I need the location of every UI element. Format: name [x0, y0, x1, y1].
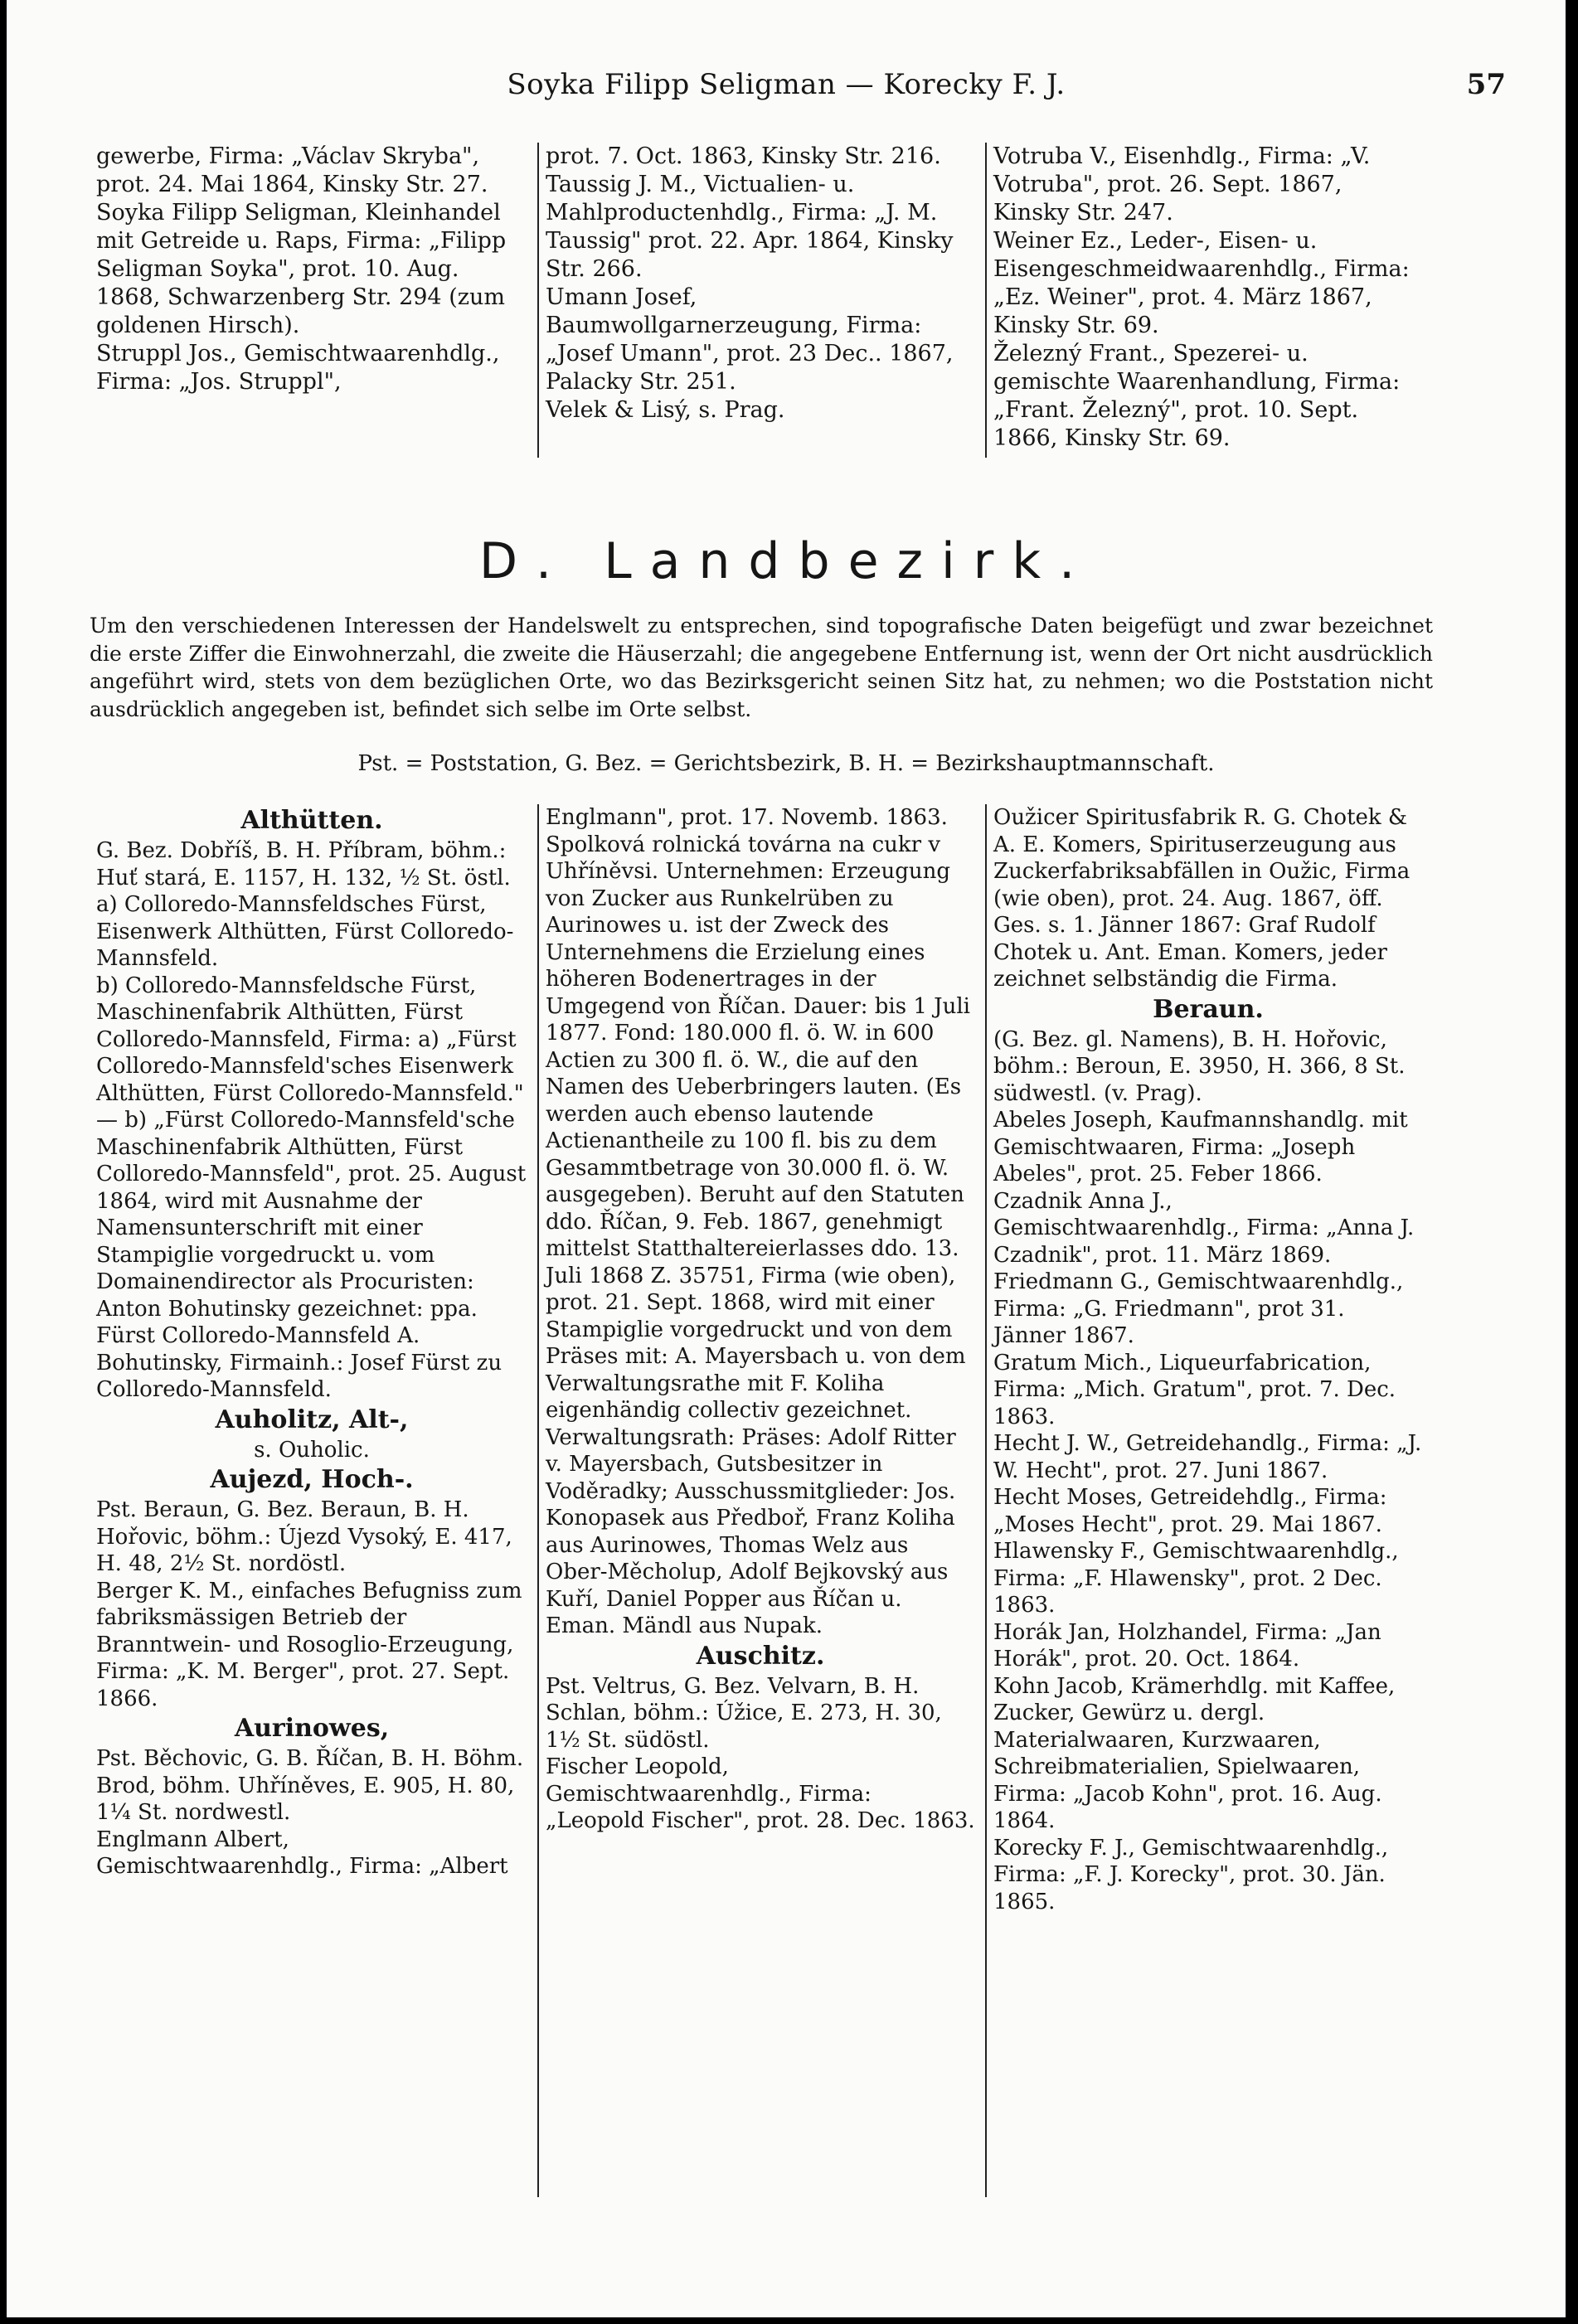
place-heading-auschitz: Auschitz. [696, 1641, 825, 1671]
entry-skryba: gewerbe, Firma: „Václav Skryba", prot. 24. Mai 1864, Kinsky Str. 27. [96, 143, 488, 197]
entry-englmann: Englmann Albert, Gemischtwaarenhdlg., Firma: „Albert [96, 1827, 508, 1879]
place-info-althuetten: G. Bez. Dobříš, B. H. Příbram, böhm.: Huť stará, E. 1157, H. 132, ½ St. östl. [96, 838, 511, 890]
section-intro: Um den verschiedenen Interessen der Handelswelt zu entsprechen, sind topografische Daten beigefügt und zwar bezeichnet die erste Ziffer die Einwohnerzahl, die zweite die Häuserzahl; die angegebene Entfernung ist, wenn der Ort nicht ausdrücklich angeführt wird, stets von dem bezüglichen Orte, wo das Bezirksgericht seinen Sitz hat, zu nehmen; wo die Poststation nicht ausdrücklich angegeben ist, befindet sich selbe im Orte selbst. [90, 614, 1433, 721]
entry-friedmann: Friedmann G., Gemischtwaarenhdlg., Firma: „G. Friedmann", prot 31. Jänner 1867. [993, 1269, 1404, 1348]
place-note-auholitz: s. Ouholic. [254, 1437, 370, 1463]
place-info-aurinowes: Pst. Běchovic, G. B. Říčan, B. H. Böhm. Brod, böhm. Uhříněves, E. 905, H. 80, 1¼ St. nordwestl. [96, 1746, 524, 1825]
entry-czadnik: Czadnik Anna J., Gemischtwaarenhdlg., Firma: „Anna J. Czadnik", prot. 11. März 1869. [993, 1188, 1415, 1268]
entry-taussig: Taussig J. M., Victualien- u. Mahlproductenhdlg., Firma: „J. M. Taussig" prot. 22. Apr. 1864, Kinsky Str. 266. [546, 172, 954, 282]
entry-votruba: Votruba V., Eisenhdlg., Firma: „V. Votruba", prot. 26. Sept. 1867, Kinsky Str. 247. [993, 143, 1371, 226]
place-info-aujezd: Pst. Beraun, G. Bez. Beraun, B. H. Hořovic, böhm.: Újezd Vysoký, E. 417, H. 48, 2½ St. nordöstl. [96, 1497, 512, 1576]
entry-kohn: Kohn Jacob, Krämerhdlg. mit Kaffee, Zucker, Gewürz u. dergl. Materialwaaren, Kurzwaaren, Schreibmaterialien, Spielwaaren, Firma: „Jacob Kohn", prot. 16. Aug. 1864. [993, 1673, 1396, 1833]
entry-umann: Umann Josef, Baumwollgarnerzeugung, Firma: „Josef Umann", prot. 23 Dec.. 1867, Palacky Str. 251. [546, 284, 954, 395]
place-heading-auholitz: Auholitz, Alt-, [215, 1405, 409, 1434]
entry-colloredo-b: b) Colloredo-Mannsfeldsche Fürst, Maschinenfabrik Althütten, Fürst Colloredo-Mannsfeld, Firma: a) „Fürst Colloredo-Mannsfeld'sches Eisenwerk Althütten, Fürst Colloredo-Mannsfeld." — b) „Fürst Colloredo-Mannsfeld'sche Maschinenfabrik Althütten, Fürst Colloredo-Mannsfeld", prot. 25. August 1864, wird mit Ausnahme der Namensunterschrift mit einer Stampiglie vorgedruckt u. vom Domainendirector als Procuristen: Anton Bohutinsky gezeichnet: ppa. Fürst Colloredo-Mannsfeld A. Bohutinsky, Firmainh.: Josef Fürst zu Colloredo-Mannsfeld. [96, 973, 527, 1402]
entry-englmann-cont: Englmann", prot. 17. Novemb. 1863. [546, 805, 948, 830]
entry-zelezny: Železný Frant., Spezerei- u. gemischte Waarenhandlung, Firma: „Frant. Železný", prot. 10. Sept. 1866, Kinsky Str. 69. [993, 341, 1401, 451]
entry-colloredo-a: a) Colloredo-Mannsfeldsches Fürst, Eisenwerk Althütten, Fürst Colloredo-Mannsfeld. [96, 892, 514, 971]
place-heading-beraun: Beraun. [1153, 994, 1264, 1024]
top-columns [90, 143, 1433, 458]
entry-fischer: Fischer Leopold, Gemischtwaarenhdlg., Firma: „Leopold Fischer", prot. 28. Dec. 1863. [546, 1754, 975, 1833]
entry-soyka: Soyka Filipp Seligman, Kleinhandel mit Getreide u. Raps, Firma: „Filipp Seligman Soyka", prot. 10. Aug. 1868, Schwarzenberg Str. 294 (zum goldenen Hirsch). [96, 200, 507, 338]
entry-ouzicer: Oužicer Spiritusfabrik R. G. Chotek & A. E. Komers, Spirituserzeugung aus Zuckerfabriksabfällen in Oužic, Firma (wie oben), prot. 24. Aug. 1867, öff. Ges. s. 1. Jänner 1867: Graf Rudolf Chotek u. Ant. Eman. Komers, jeder zeichnet selbständig die Firma. [993, 805, 1410, 992]
page-number: 57 [1466, 68, 1506, 101]
entry-hecht-jw: Hecht J. W., Getreidehandlg., Firma: „J. W. Hecht", prot. 27. Juni 1867. [993, 1431, 1422, 1483]
place-heading-aurinowes: Aurinowes, [234, 1714, 390, 1743]
top-column-3 [985, 143, 1433, 458]
entry-weiner: Weiner Ez., Leder-, Eisen- u. Eisengeschmeidwaarenhdlg., Firma: „Ez. Weiner", prot. 4. März 1867, Kinsky Str. 69. [993, 228, 1410, 338]
bottom-column-2 [537, 804, 985, 2197]
section-title: D. Landbezirk. [478, 532, 1094, 590]
top-column-2 [537, 143, 985, 458]
entry-hecht-moses: Hecht Moses, Getreidehdlg., Firma: „Moses Hecht", prot. 29. Mai 1867. [993, 1485, 1387, 1537]
bottom-column-3 [985, 804, 1433, 2197]
entry-spolkova: Spolková rolnická továrna na cukr v Uhříněvsi. Unternehmen: Erzeugung von Zucker aus Runkelrüben zu Aurinowes u. ist der Zweck des Unternehmens die Erzielung eines höheren Bodenertrages in der Umgegend von Říčan. Dauer: bis 1 Juli 1877. Fond: 180.000 fl. ö. W. in 600 Actien zu 300 fl. ö. W., die auf den Namen des Ueberbringers lauten. (Es werden auch ebenso lautende Actienantheile zu 100 fl. bis zu dem Gesammtbetrage von 30.000 fl. ö. W. ausgegeben). Beruht auf den Statuten ddo. Říčan, 9. Feb. 1867, genehmigt mittelst Statthaltereierlasses ddo. 13. Juli 1868 Z. 35751, Firma (wie oben), prot. 21. Sept. 1868, wird mit einer Stampiglie vorgedruckt und von dem Präses mit: A. Mayersbach u. von dem Verwaltungsrathe mit F. Koliha eigenhändig collectiv gezeichnet. Verwaltungsrath: Präses: Adolf Ritter v. Mayersbach, Gutsbesitzer in Voděradky; Ausschussmitglieder: Jos. Konopasek aus Předboř, Franz Koliha aus Aurinowes, Thomas Welz aus Ober-Měcholup, Adolf Bejkovský aus Kuří, Daniel Popper aus Říčan u. Eman. Mändl aus Nupak. [546, 832, 970, 1638]
entry-horak: Horák Jan, Holzhandel, Firma: „Jan Horák", prot. 20. Oct. 1864. [993, 1619, 1381, 1671]
abbreviation-legend: Pst. = Poststation, G. Bez. = Gerichtsbezirk, B. H. = Bezirkshauptmannschaft. [357, 751, 1215, 776]
bottom-column-1 [90, 804, 537, 2197]
entry-abeles: Abeles Joseph, Kaufmannshandlg. mit Gemischtwaaren, Firma: „Joseph Abeles", prot. 25. Feber 1866. [993, 1108, 1408, 1186]
book-page [7, 0, 1566, 2317]
entry-velek: Velek & Lisý, s. Prag. [546, 397, 785, 423]
bottom-columns [90, 804, 1433, 2197]
entry-hlawensky: Hlawensky F., Gemischtwaarenhdlg., Firma: „F. Hlawensky", prot. 2 Dec. 1863. [993, 1539, 1399, 1618]
place-heading-aujezd: Aujezd, Hoch-. [210, 1465, 414, 1494]
top-column-1 [90, 143, 537, 458]
entry-berger: Berger K. M., einfaches Befugniss zum fabriksmässigen Betrieb der Branntwein- und Rosoglio-Erzeugung, Firma: „K. M. Berger", prot. 27. Sept. 1866. [96, 1578, 522, 1711]
place-heading-althuetten: Althütten. [240, 806, 383, 835]
entry-struppl-cont: prot. 7. Oct. 1863, Kinsky Str. 216. [546, 143, 941, 169]
running-title: Soyka Filipp Seligman — Korecky F. J. [507, 68, 1066, 101]
entry-korecky: Korecky F. J., Gemischtwaarenhdlg., Firma: „F. J. Korecky", prot. 30. Jän. 1865. [993, 1835, 1389, 1914]
place-info-beraun: (G. Bez. gl. Namens), B. H. Hořovic, böhm.: Beroun, E. 3950, H. 366, 8 St. südwestl. (v. Prag). [993, 1026, 1406, 1106]
entry-struppl: Struppl Jos., Gemischtwaarenhdlg., Firma: „Jos. Struppl", [96, 341, 500, 395]
place-info-auschitz: Pst. Veltrus, G. Bez. Velvarn, B. H. Schlan, böhm.: Úžice, E. 273, H. 30, 1½ St. südöstl. [546, 1673, 942, 1753]
entry-gratum: Gratum Mich., Liqueurfabrication, Firma: „Mich. Gratum", prot. 7. Dec. 1863. [993, 1350, 1396, 1429]
